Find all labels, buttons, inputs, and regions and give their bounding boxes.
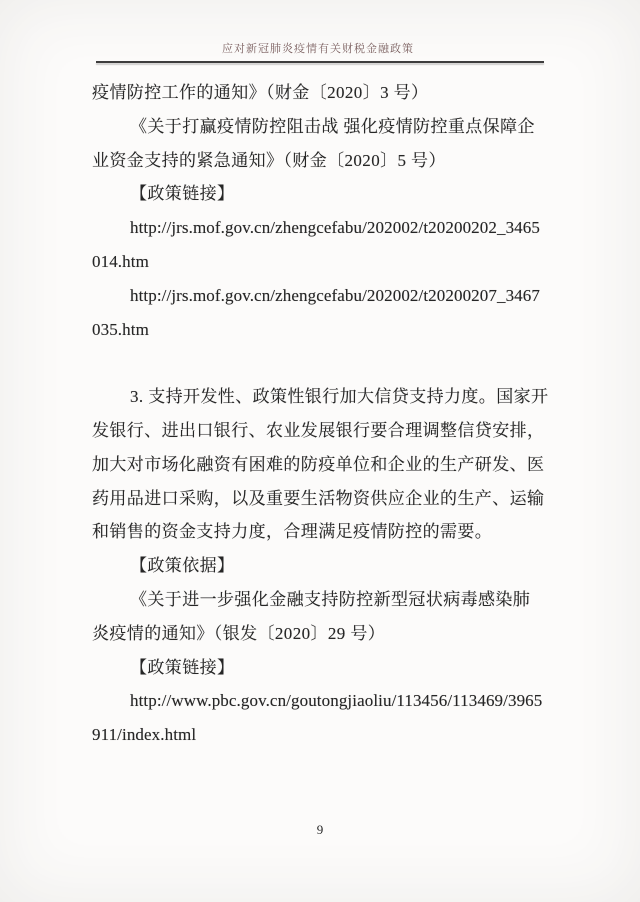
policy-url: 014.htm <box>92 251 149 271</box>
document-body <box>92 76 552 752</box>
policy-url: http://jrs.mof.gov.cn/zhengcefabu/202002/t20200207_3467 <box>130 285 540 305</box>
text-line: 药用品进口采购，以及重要生活物资供应企业的生产、运输 <box>92 488 545 508</box>
text-line: 《关于打赢疫情防控阻击战 强化疫情防控重点保障企 <box>130 116 535 136</box>
text-line: 业资金支持的紧急通知》（财金〔2020〕5 号） <box>92 150 446 170</box>
blank-line <box>92 346 552 380</box>
policy-link-label: 【政策链接】 <box>130 657 235 677</box>
page-number: 9 <box>316 822 324 837</box>
policy-url: http://www.pbc.gov.cn/goutongjiaoliu/113456/113469/3965 <box>130 691 543 711</box>
text-line: 加大对市场化融资有困难的防疫单位和企业的生产研发、医 <box>92 454 545 474</box>
header-rule <box>96 61 544 63</box>
policy-basis-label: 【政策依据】 <box>130 556 235 576</box>
policy-url: http://jrs.mof.gov.cn/zhengcefabu/202002/t20200202_3465 <box>130 218 540 238</box>
text-line: 发银行、进出口银行、农业发展银行要合理调整信贷安排， <box>92 420 545 440</box>
policy-link-label: 【政策链接】 <box>130 184 235 204</box>
text-line: 3. 支持开发性、政策性银行加大信贷支持力度。国家开 <box>130 387 549 407</box>
text-line: 疫情防控工作的通知》（财金〔2020〕3 号） <box>92 83 429 102</box>
policy-url: 035.htm <box>92 319 149 339</box>
running-header-title: 应对新冠肺炎疫情有关财税金融政策 <box>222 43 414 55</box>
text-line: 《关于进一步强化金融支持防控新型冠状病毒感染肺 <box>130 589 531 609</box>
policy-url: 911/index.html <box>92 725 197 745</box>
text-line: 炎疫情的通知》（银发〔2020〕29 号） <box>92 623 386 643</box>
text-line: 和销售的资金支持力度，合理满足疫情防控的需要。 <box>92 522 493 542</box>
